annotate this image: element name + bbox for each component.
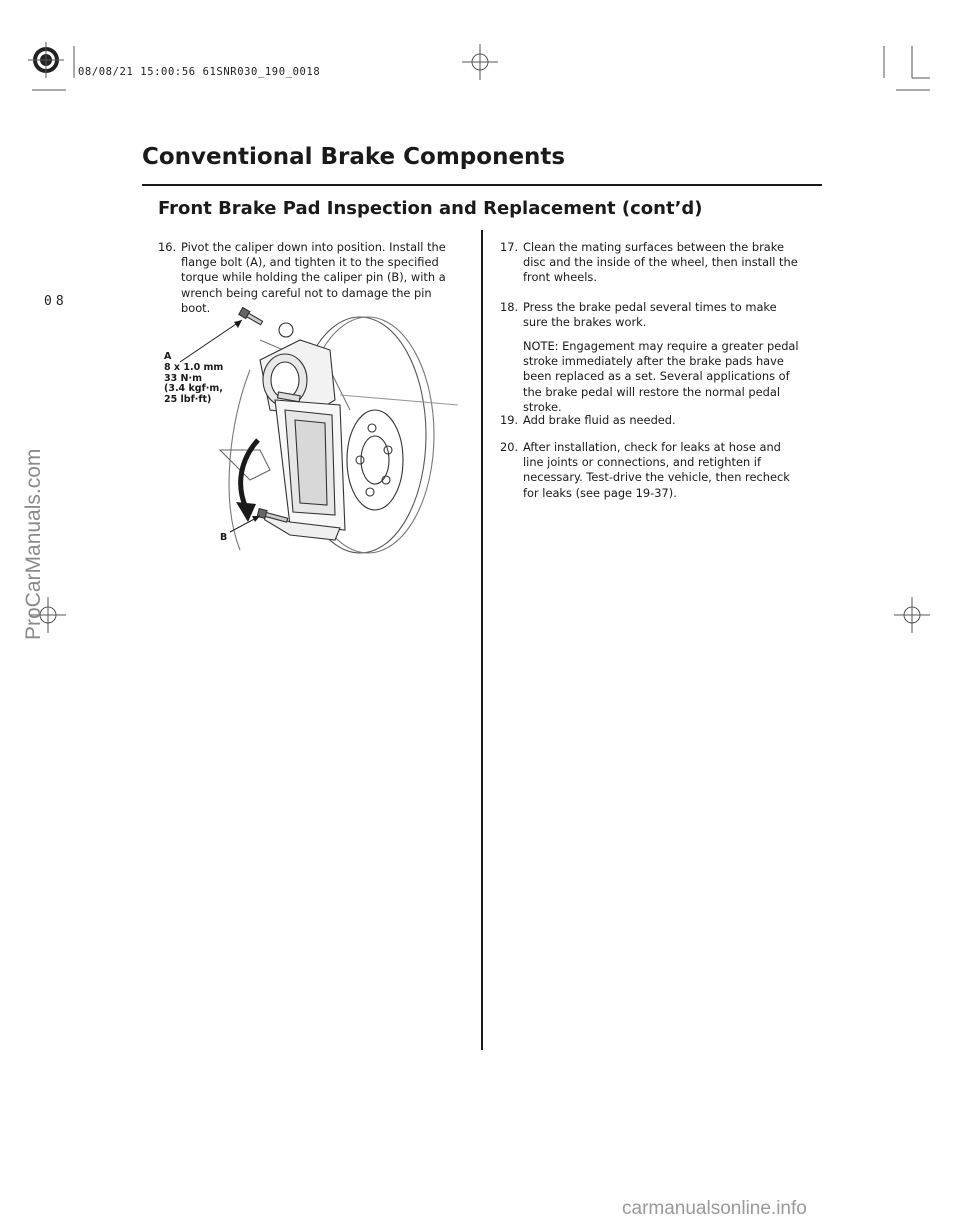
step-number: 20. (500, 440, 519, 454)
caliper-illustration (160, 300, 460, 560)
callout-b-letter: B (220, 532, 228, 543)
step-number: 16. (158, 240, 177, 254)
step-18 (500, 300, 803, 330)
step-number: 17. (500, 240, 519, 254)
step-text: Pivot the caliper down into position. Install the flange bolt (A), and tighten it to the specified torque while holding the caliper pin (B), with a wrench being careful not to damage the pin boot. (181, 240, 446, 315)
print-timestamp: 08/08/21 15:00:56 61SNR030_190_0018 (78, 66, 321, 78)
column-divider (481, 230, 483, 1050)
side-page-code: 08 (44, 294, 68, 309)
step-text: After installation, check for leaks at hose and line joints or connections, and retighten if necessary. Test-drive the vehicle, then recheck for leaks (see page 19-37). (523, 440, 790, 500)
step-19 (500, 413, 803, 428)
step-text: Add brake fluid as needed. (523, 413, 676, 427)
step-18-note: NOTE: Engagement may require a greater pedal stroke immediately after the brake pads have been replaced as a set. Several applications of the brake pedal will restore the normal pedal stroke. (523, 339, 799, 414)
step-text: Press the brake pedal several times to make sure the brakes work. (523, 300, 777, 330)
step-number: 19. (500, 413, 519, 427)
sub-title: Front Brake Pad Inspection and Replacement (cont’d) (158, 198, 703, 219)
watermark-procarmanuals: ProCarManuals.com (22, 448, 45, 640)
callout-a-spec: 8 x 1.0 mm 33 N·m (3.4 kgf·m, 25 lbf·ft) (164, 362, 224, 405)
watermark-carmanualsonline: carmanualsonline.info (622, 1198, 807, 1219)
title-rule (142, 184, 822, 186)
callout-a-letter: A (164, 351, 172, 362)
section-title: Conventional Brake Components (142, 144, 566, 170)
step-number: 18. (500, 300, 519, 314)
step-20 (500, 440, 803, 501)
step-17 (500, 240, 803, 286)
step-text: Clean the mating surfaces between the brake disc and the inside of the wheel, then install the front wheels. (523, 240, 798, 285)
